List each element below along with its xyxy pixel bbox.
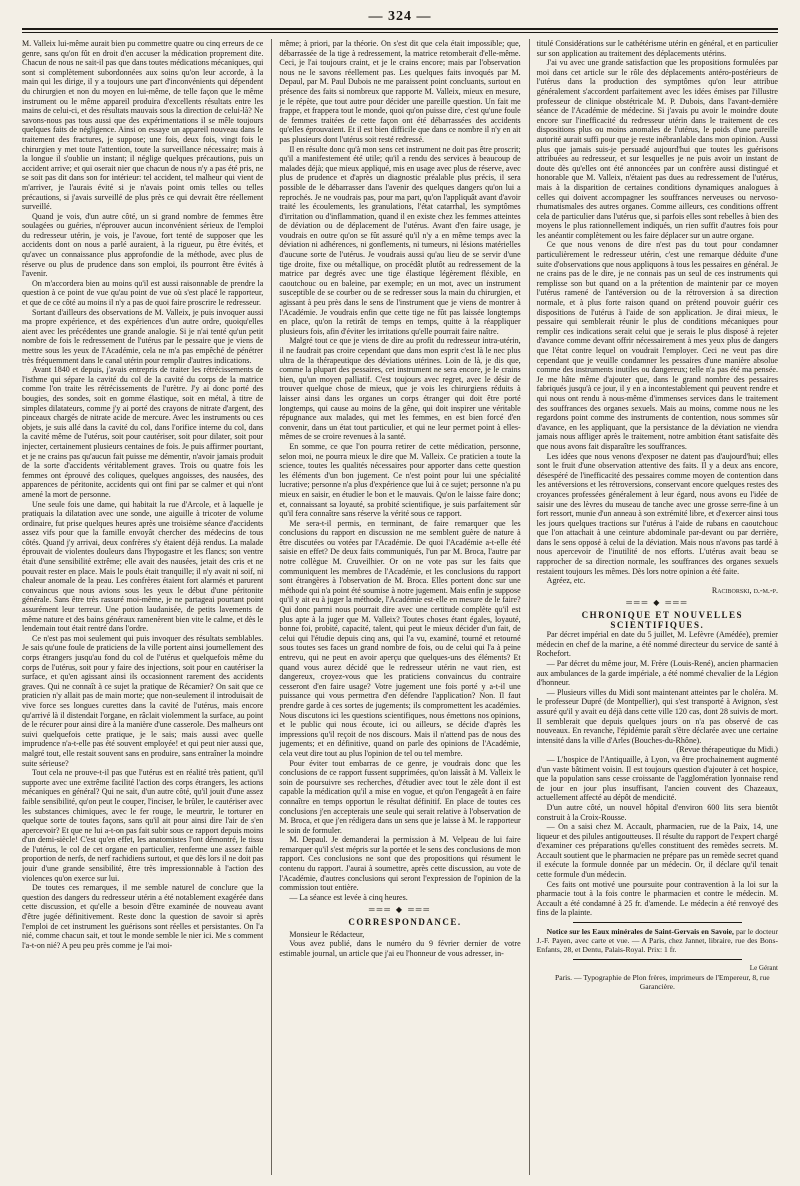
- book-notice-details: par le docteur J.-F. Payen, avec carte et vue. — A Paris, chez Jannet, libraire, rue des Bons-Enfants, 28, et Dentu, Palais-Royal. Prix: 1 fr.: [536, 927, 778, 955]
- printer-imprint: Paris. — Typographie de Plon frères, imprimeurs de l'Empereur, 8, rue Garancière.: [554, 973, 770, 992]
- paragraph: Me sera-t-il permis, en terminant, de faire remarquer que les conclusions du rapport en discussion ne me semblent guère de nature à être discutées ou votées par l'Académie. De quoi l'Académie a-t-elle été saisie en effet? De deux faits communiqués, l'un par M. Broca, l'autre par notre collègue M. Cruveilhier. Or on ne vote pas sur les faits que communiquent les membres de l'Académie, et les conclusions du rapport sont étrangères à l'observation de M. Broca. Elles portent donc sur une méthode qui n'a point été soumise à notre jugement. Mais enfin je suppose qu'il y ait eu à juger la méthode, l'Académie est-elle en mesure de le faire? Qui donc parmi nous pourrait dire avec une certitude complète qu'il est plus apte à la juger que M. Valleix? Toutes choses étant égales, loyauté, bonne foi, probité, capacité, talent, qui peut le mieux décider d'un fait, de celui qui l'étudie depuis cinq ans, qui l'a vu, examiné, tourné et retourné sous toutes ses faces un grand nombre de fois, ou de celui qui l'a à peine entrevu, qui ne peut en avoir aperçu que quelques-uns des éléments? Et quand vous aurez décidé que le redresseur utérin ne vaut rien, est dangereux, croyez-vous que les praticiens convaincus du contraire cesseront d'en faire usage? Votre jugement une fois porté y a-t-il une puissance qui vous permettra d'en défendre l'application? Non. Il faut prendre garde à ces sortes de jugements; ils compromettent les académies. Nous discutons ici les questions scientifiques, nous émettons nos opinions, et le public qui nous écoute, ici ou ailleurs, se décide d'après les impressions qu'il reçoit de nos discours. Mais il n'attend pas de nous des jugements; et en définitive, quand on parle des opinions de l'Académie, cela veut dire tout au plus l'opinion de tel ou tel membre.: [279, 518, 521, 758]
- divider: [573, 922, 742, 923]
- paragraph: même; à priori, par la théorie. On s'est dit que cela était impossible; que, débarrassée de la tige à redressement, la matrice retomberait d'elle-même. Ceci, je l'ai toujours craint, et je le crains encore; mais par l'observation nous ne le savons réellement pas. Les quelques faits invoqués par M. Depaul, par M. Paul Dubois ne me paraissent point concluants, surtout en présence des faits si nombreux que rapporte M. Valleix, mieux en mesure, je le répète, que tout autre pour décider une pareille question. Un fait me frappe, et frappera tout le monde, quoi qu'on puisse dire, c'est qu'une foule de femmes traitées de cette façon ont été débarrassées des accidents qu'elles éprouvaient. Et il est bien difficile que dans ce nombre il n'y en ait pas plusieurs dont l'utérus soit resté redressé.: [279, 39, 521, 144]
- paragraph: Il en résulte donc qu'à mon sens cet instrument ne doit pas être proscrit; qu'il a manifestement été utile; qu'il a rendu des services à beaucoup de malades déjà; que mieux appliqué, mis en usage avec plus de réserve, avec plus de prudence et d'après un diagnostic préalable plus précis, il sera possible de le débarrasser dans l'avenir des quelques dangers qu'on lui a reprochés. Je ne voudrais pas, pour ma part, qu'on l'appliquât avant d'avoir traité les écoulements, les granulations, l'état catarrhal, les symptômes d'irritation ou d'inflammation, quand il en existe chez les femmes atteintes de déviation ou de déplacement de l'utérus. Avant d'en faire usage, je voudrais en outre qu'on se fût assuré qu'il n'y a en même temps avec la déviation ni adhérences, ni gonflements, ni tumeurs, ni lésions matérielles d'aucune sorte de l'utérus. Je voudrais aussi qu'au lieu de se servir d'une tige droite, fixe ou métallique, on procédât plutôt au redressement de la matrice par degrés avec une tige élastique légèrement fléxible, en caoutchouc ou en baleine, par exemple; en un mot, avec un instrument susceptible de se courber ou de se redresser sous la main du chirurgien, et agissant à peu près dans le sens de l'instrument que je viens de montrer à l'Académie. Je voudrais enfin que cette tige ne fût pas laissée longtemps en place, qu'on la retirât de temps en temps, quitte à la réappliquer plusieurs fois, afin d'éviter les irritations qu'elle pourrait faire naître.: [279, 144, 521, 336]
- paragraph: J'ai vu avec une grande satisfaction que les propositions formulées par moi dans cet article sur le rôle des déplacements antéro-postérieurs de l'utérus dans la production des symptômes qu'on leur attribue généralement s'accordent parfaitement avec les idées émises par l'illustre professeur de clinique obstétricale M. P. Dubois, dans l'avant-dernière séance de l'Académie de médecine. Si j'avais pu avoir le moindre doute encore sur l'inefficacité du redresseur utérin dans le traitement de ces dispositions plus ou moins anomales de l'utérus, le poids d'une pareille autorité aurait suffi pour que je reste inébranlable dans mon opinion. Aussi plus que jamais suis-je persuadé aujourd'hui que toutes les guérisons attribuées au redresseur, et sur lesquelles je ne puis avoir un instant de doute dès qu'elles ont été annoncées par un confrère aussi distingué et honorable que M. Valleix, n'étaient pas dues au redressement de l'utérus, mais à la disparition de certaines conditions dynamiques analogues à celles qui doivent accompagner les souffrances nerveuses ou nervoso-rhumatismales des autres organes. Comme ailleurs, ces conditions offrent cela de particulier dans l'utérus que, si parfois elles sont rebelles à bien des moyens le plus rationnellement indiqués, un rien suffit d'autres fois pour les anéantir complètement ou les faire déplacer sur un autre organe.: [536, 58, 778, 240]
- paragraph: Pour éviter tout embarras de ce genre, je voudrais donc que les conclusions de ce rapport fussent supprimées, qu'on laissât à M. Valleix le soin de poursuivre ses recherches, d'étudier avec tout le zèle dont il est capable la médication qu'il a mise en vogue, et qu'on l'engageât à en faire connaître en temps opportun le résultat définitif. En place de toutes ces conclusions j'en accepterais une seule qui serait relative à l'observation de M. Broca, et que j'en rédigera dans un sens que je laisse à M. le rapporteur le soin de formuler.: [279, 758, 521, 835]
- source-credit: (Revue thérapeutique du Midi.): [676, 745, 778, 755]
- divider: [573, 959, 742, 960]
- paragraph: — L'hospice de l'Antiquaille, à Lyon, va être prochainement augmenté d'un vaste bâtiment voisin. Il est toujours question d'ajouter à cet hospice, que la population sans cesse croissante de l'agglomération lyonnaise rend de jour en jour plus insuffisant, l'ancien couvent des Chazeaux, actuellement affecté au dépôt de mendicité.: [536, 754, 778, 803]
- paragraph: De toutes ces remarques, il me semble naturel de conclure que la question des dangers du redresseur utérin a été notablement exagérée dans cette discussion, et qu'elle a besoin d'être examinée de nouveau avant d'être jugée définitivement. Reste donc la question de savoir si après l'emploi de cet instrument les guérisons sont réelles et persistantes. On l'a nié, comme chacun sait, et tout le monde semble le nier ici. Me s comment l'a-t-on nié? A peu peu près comme je l'ai moi-: [22, 883, 264, 950]
- gerant-label: Le Gérant: [749, 963, 778, 972]
- book-notice-title: Notice sur les Eaux minérales de Saint-Gervais en Savoie,: [546, 927, 734, 937]
- ornament-divider: ═══ ◆ ═══: [368, 905, 432, 915]
- salutation: Monsieur le Rédacteur,: [289, 929, 365, 939]
- paragraph: Tout cela ne prouve-t-il pas que l'utérus est en réalité très patient, qu'il supporte avec une extrême facilité l'action des corps étrangers, les actions mécaniques en général? Qui ne sait, d'un autre côté, qu'il jouit d'une assez faible sensibilité, qu'on peut le couper, l'inciser, le brûler, le cautériser avec les substances chimiques, avec le fer rouge, le meurtrir, le torturer en quelque sorte de toutes façons, sans qu'il ait pour ainsi dire l'air de s'en apercevoir? Et que ne lui a-t-on pas fait subir sous ce rapport depuis moins d'un demi-siècle! C'est qu'en effet, les anatomistes l'ont démontré, le tissu de l'utérus, le col de cet organe en particulier, renferme une assez faible proportion de nerfs, de nerf rachidiens surtout, et que dès lors il ne doit pas jouir d'une grande sensibilité, être très impressionnable à l'action des violences qu'on exerce sur lui.: [22, 768, 264, 883]
- paragraph: Les idées que nous venons d'exposer ne datent pas d'aujourd'hui; elles sont le fruit d'une observation attentive des faits. Il y a deux ans encore, désespéré de l'inefficacité des pessaires comme moyen de contention dans les antéversions et les rétroversions, conservant encore quelques restes des croyances professées généralement à leur égard, nous avons eu l'idée de saisir une des lèvres du museau de tanche avec une grosse serre-fine à un fort ressort, munie d'un anneau à son extrémité libre, et d'exercer ainsi tous les jours quelques tractions sur l'utérus à l'aide de rubans en caoutchouc que l'on attachait à une ceinture abdominale par-devant ou par derrière, dans le sens opposé à celui de la déviation. Mais nous n'avons pas tardé à nous apercevoir de l'inutilité de nos efforts. L'utérus avait beau se rapprocher de sa direction normale, les souffrances des organes sexuels restaient toujours les mêmes. Dès lors notre opinion a été faite.: [536, 451, 778, 576]
- paragraph: D'un autre côté, un nouvel hôpital d'environ 600 lits sera bientôt construit à la Croix-Rousse.: [536, 802, 778, 822]
- column-middle: [271, 39, 520, 1175]
- paragraph: — Par décret du même jour, M. Frère (Louis-René), ancien pharmacien aux ambulances de la garde impériale, a été nommé chevalier de la Légion d'honneur.: [536, 659, 778, 688]
- signature: Raciborski, d.-m.-p.: [711, 585, 778, 595]
- columns: [22, 39, 778, 1175]
- paragraph: M. Valleix lui-même aurait bien pu commettre quatre ou cinq erreurs de ce genre, sans qu'on fût en droit d'en accuser la médication proprement dite. Chacun de nous ne sait-il pas que dans toutes médications mécaniques, qui sont si complètement subordonnées aux soins qu'on leur accorde, à la main qui les dirige, il y a toujours une part d'inconvénients qui dépendent du chirurgien et non du moyen en lui-même, de telle façon que le même instrument ou le même appareil produira d'excellents résultats entre les mains de celui-ci, et des résultats mauvais sous la direction de celui-là? Ne savons-nous pas tous aussi que des expérimentations il se mêle toujours quelques faits de négligence. Ainsi on essaye un appareil nouveau dans le traitement des fractures, je suppose; une fois, deux fois, vingt fois le chirurgien y met toute l'attention, toute la surveillance nécessaire; mais à la longue il s'oublie un instant; il néglige quelques précautions, puis un accident arrive; et qui oserait nier que chacun de nous n'y a pas été pris, ne se soit pas dit dans son for intérieur: tel accident, tel malheur qui vient de m'arriver, je l'aurais évité si je n'avais point omis telles ou telles précautions, si j'avais surveillé de plus près ce qui devrait être réellement surveillé.: [22, 39, 264, 212]
- paragraph: Une seule fois une dame, qui habitait la rue d'Arcole, et à laquelle je pratiquais la dilatation avec une sonde, une aiguille à tricoter de volume ordinaire, fut prise quelques heures après une troisième séance d'accidents assez vifs pour que la famille envoyât chercher des médecins de tous côtés. Quand j'y arrivai, deux confrères s'y étaient déjà rendus. La malade éprouvait de violentes douleurs dans l'hypogastre et les flancs; son ventre était d'une sensibilité extrême; elle avait des nausées, jetait des cris et ne pouvait rester en place. Mais le pouls était tranquille; il n'y avait ni soif, ni chaleur anomale de la peau. Les confrères étaient fort alarmés et parurent convaincus que nous avions sous les yeux le début d'une péritonite générale. Sans être très rassuré moi-même, je ne partageai pourtant point assurément leur terreur. Une potion laudanisée, de petits lavements de même nature et des bains généraux ramenèrent bien vite le calme, et dès le lendemain tout était rentré dans l'ordre.: [22, 499, 264, 634]
- paragraph: titulé Considérations sur le cathétérisme utérin en général, et en particulier sur son application au traitement des déplacements utérins.: [536, 39, 778, 58]
- paragraph: — Plusieurs villes du Midi sont maintenant atteintes par le choléra. M. le professeur Dupré (de Montpellier), qui s'est transporté à Avignon, s'est assuré qu'il y avait eu déjà dans cette ville 120 cas, dont 28 suivis de mort. Il semblerait que depuis quelques jours on n'a pas observé de cas nouveaux. En revanche, l'épidémie paraît s'être déclarée avec une certaine intensité dans la ville d'Arles (Bouches-du-Rhône).: [536, 687, 778, 745]
- paragraph: Par décret impérial en date du 5 juillet, M. Lefèvre (Amédée), premier médecin en chef de la marine, a été nommé directeur du service de santé à Rochefort.: [536, 630, 778, 659]
- paragraph: Sortant d'ailleurs des observations de M. Valleix, je puis invoquer aussi ma propre expérience, et des expériences d'un autre ordre, quoiqu'elles aient avec les précédentes une grande analogie. Si je n'ai tenté qu'un petit nombre de fois le redressement de l'utérus par le pessaire que je viens de mettre sous les yeux de l'Académie, cela ne m'a pas empêché de pénétrer très fréquemment dans le canal utérin pour remplir d'autres indications.: [22, 307, 264, 365]
- paragraph: Malgré tout ce que je viens de dire au profit du redresseur intra-utérin, il ne faudrait pas croire cependant que dans mon esprit c'est là le nec plus ultra de la thérapeutique des déviations utérines. Loin de là, je dis que, comme la plupart des pessaires, cet instrument ne sera encore, je le crains bien, qu'un moyen palliatif. C'est toujours avec regret, avec le désir de trouver quelque chose de mieux, que je vois les chirurgiens réduits à laisser ainsi dans les organes un corps étranger qui doit être porté longtemps, qui cause au moins de la gêne, qui doit inspirer une véritable répugnance aux malades, qui met les femmes, en est bien forcé d'en convenir, dans un état tout particulier, et qui ne leur permet point à elles-mêmes de se croire revenues à la santé.: [279, 336, 521, 442]
- newspaper-page: [22, 6, 778, 1178]
- section-title-correspondance: CORRESPONDANCE.: [348, 917, 462, 928]
- paragraph: M. Depaul. Je demanderai la permission à M. Velpeau de lui faire remarquer qu'il s'est mépris sur la portée et le sens des conclusions de mon rapport. Ces conclusions ne sont que des propositions qui résument le contenu du rapport. J'aurai à soumettre, après cette discussion, au vote de l'Académie, d'autres conclusions qui seront l'expression de l'opinion de la commission tout entière.: [279, 835, 521, 893]
- paragraph: — On a saisi chez M. Accault, pharmacien, rue de la Paix, 14, une liqueur et des pilules antigoutteuses. Il résulte du rapport de l'expert chargé d'examiner ces préparations qu'elles constituent des remèdes secrets. M. Accault soutient que le pharmacien ne prépare pas un remède secret quand il exécute la formule donnée par un médecin. Or, il déclare qu'il tenait cette formule d'un médecin.: [536, 822, 778, 880]
- column-left: [22, 39, 263, 1175]
- paragraph: Ces faits ont motivé une poursuite pour contravention à la loi sur la pharmacie tout à la fois contre le pharmacien et contre le médecin. M. Accault a été condamné à 25 fr. d'amende. Le médecin a été renvoyé des fins de la plainte.: [536, 879, 778, 918]
- paragraph: Vous avez publié, dans le numéro du 9 février dernier de votre estimable journal, un article que j'ai eu l'honneur de vous adresser, in-: [279, 939, 521, 958]
- header-rule: [22, 28, 778, 33]
- paragraph: Ce n'est pas moi seulement qui puis invoquer des résultats semblables. Je sais qu'une foule de praticiens de la ville portent ainsi journellement des corps étrangers jusqu'au fond du col de l'utérus et quelquefois même du corps de l'utérus, soit pour y faire des injections, soit pour en cautériser la surface, et qu'en agissant ainsi ils occasionnent rarement des accidents graves. Qui ne connaît à ce sujet la pratique de Récamier? On sait que ce praticien n'y allait pas de main morte; que non-seulement il introduisait de vive force ses longues curettes dans la cavité de l'utérus, mais encore qu'arrivé là il distendait l'organe, en râclait violemment la surface, au point de le récurer pour ainsi dire à la manière d'une casserole. Des malheurs ont suivi quelquefois cette pratique, je le sais; mais aussi avec quelle imprudence n'a-t-elle pas été souvent employée! et qui peut nier aussi que, malgré tout, elle restait souvent sans en produire, sans entraîner la moindre suite sérieuse?: [22, 633, 264, 768]
- paragraph: Ce que nous venons de dire n'est pas du tout pour condamner particulièrement le redresseur utérin, c'est une remarque déduite d'une suite d'observations que nous appliquons à tous les pessaires en général. Je ne crains pas de le dire, je ne connais pas un seul de ces instruments qui remplisse son but quand on a la prétention de maintenir par ce moyen l'utérus ramené de l'antéversion ou de la rétroversion à sa direction normale, et à plus forte raison quand on prétend pouvoir guérir ces dispositions de l'utérus à l'aide de son application. Je dirai mieux, le pessaire qui semblerait réunir le plus de conditions mécaniques pour remplir ces indications serait celui que je serais le plus disposé à rejeter d'avance comme devant offrir nécessairement à mes yeux plus de dangers que l'état contre lequel on voudrait l'employer. Ceci ne veut pas dire cependant que je veuille condamner les pessaires d'une manière absolue comme des instruments inutiles ou dangereux; telle n'a pas été ma pensée. Je me hâte même d'ajouter que, dans le grand nombre des pessaires fabriqués jusqu'à ce jour, il y en a incontestablement qui peuvent rendre et qui nous ont rendu à nous-même d'immenses services dans le traitement des souffrances des organes sexuels. Mais au moins, comme nous ne les regardons point comme des instruments de contention, nous sommes sûr d'avance, en les appliquant, que la persistance de la déviation ne viendra jamais nous affliger après le traitement, notre ambition étant satisfaite dès que nous avons fait disparaître les souffrances.: [536, 240, 778, 451]
- section-title-chronique: CHRONIQUE ET NOUVELLES SCIENTIFIQUES.: [581, 610, 743, 630]
- session-closed: — La séance est levée à cinq heures.: [289, 892, 408, 902]
- paragraph: Quand je vois, d'un autre côté, un si grand nombre de femmes être soulagées ou guéries, n'éprouver aucun inconvénient sérieux de l'emploi du redresseur utérin, je vois, je l'avoue, fort tenté de supposer que les accidents dont on nous a parlé auraient, à la rigueur, pu être évités, et qu'avec un connaissance plus approfondie de la méthode, avec plus de réserve ou plus de prudence dans son emploi, ils pourront être évités à l'avenir.: [22, 211, 264, 279]
- paragraph: Avant 1840 et depuis, j'avais entrepris de traiter les rétrécissements de l'isthme qui sépare la cavité du col de la cavité du corps de la matrice comme l'on traite les rétrécissements de l'urètre. J'y ai donc porté des bougies, des sondes, soit en gomme élastique, soit en métal, à titre de simples dilatateurs, comme j'y ai porté des crayons de nitrate d'argent, des pinceaux chargés de nitrate acide de mercure. Avec les instruments ou ces objets, je suis allé dans la cavité du col, dans l'orifice interne du col, dans la cavité même de l'utérus, soit pour cautériser, soit pour dilater, soit pour injecter, certainement plusieurs centaines de fois. Je puis affirmer pourtant, et je ne crains pas qu'aucun fait puisse me démentir, n'avoir jamais produit de la sorte d'accidents véritablement graves. Trois ou quatre fois les femmes ont éprouvé des coliques, quelques angoisses, des nausées, des apparences de péritonite, accidents qui ont fini par se calmer et qui n'ont amené la mort de personne.: [22, 365, 264, 499]
- paragraph: On m'accordera bien au moins qu'il est aussi raisonnable de prendre la question à ce point de vue qu'au point de vue où s'est placé le rapporteur, et que de ce côté au moins il n'y a pas de quoi faire proscrire le redresseur.: [22, 278, 264, 308]
- ornament-divider: ═══ ◆ ═══: [626, 598, 689, 608]
- page-number: — 324 —: [368, 9, 432, 24]
- signoff: Agréez, etc.: [546, 576, 586, 586]
- paragraph: En somme, ce que l'on pourra retirer de cette médication, personne, selon moi, ne pourra mieux le dire que M. Valleix. Ce praticien a toute la science, toutes les qualités nécessaires pour apporter dans cette question les éléments d'un bon jugement. Ce n'est point pour lui une spécialité lucrative; personne n'a plus d'expérience que lui à ce sujet; personne n'a pu mieux en saisir, en étudier le bon et le mauvais. Qu'on le laisse faire donc; et, connaissant sa loyauté, sa probité scientifique, je suis parfaitement sûr qu'il fera connaître sans réserve la vérité sous ce rapport.: [279, 441, 521, 519]
- book-notice: [537, 927, 778, 955]
- column-right: [529, 39, 778, 1175]
